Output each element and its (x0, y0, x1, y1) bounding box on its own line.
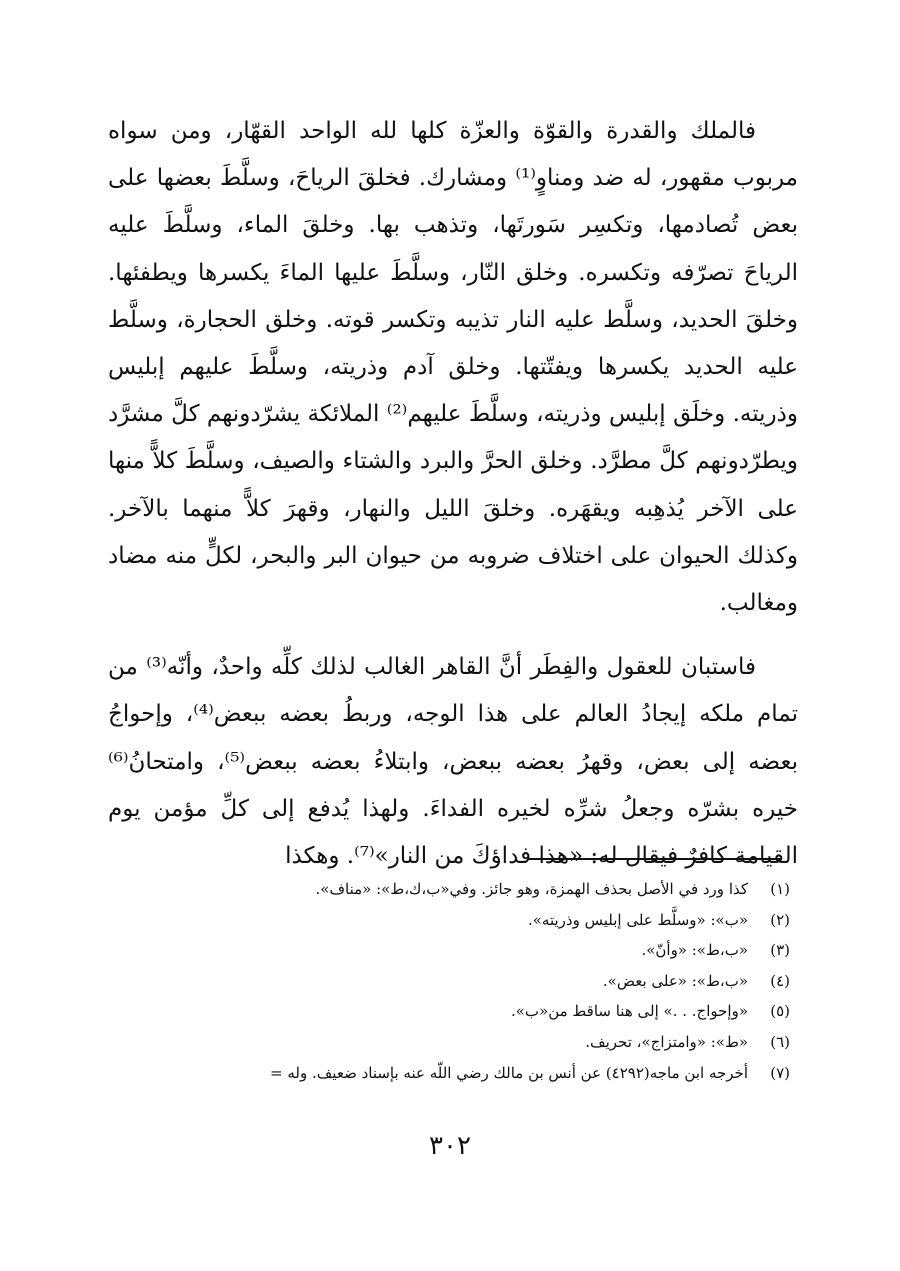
footnote-4 (100, 966, 790, 997)
footnote-5 (100, 996, 790, 1027)
footnote-number: (٤) (770, 971, 790, 990)
footnote-number: (١) (770, 880, 790, 898)
footnote-2 (100, 905, 790, 936)
footnote-text: «وإحواج. . .» إلى هنا ساقط من«ب». (510, 1002, 748, 1021)
footnote-6 (100, 1027, 790, 1058)
footnote-text: كذا ورد في الأصل بحذف الهمزة، وهو جائز. وفي«ب،ك،ط»: «مناف». (315, 880, 748, 898)
footnote-3 (100, 935, 790, 966)
footnote-number: (٦) (770, 1032, 790, 1051)
page-number: ٣٠٢ (429, 1131, 471, 1161)
paragraph-1: فالملك والقدرة والقوّة والعزّة كلها لله الواحد القهّار، ومن سواه مربوب مقهور، له ضد ومناوٍ⁽¹⁾ ومشارك. فخلقَ الرياحَ، وسلَّطَ بعضها على بعض تُصادمها، وتكسِر سَورتَها، وتذهب بها. وخلقَ الماء، وسلَّطَ عليه الرياحَ تصرّفه وتكسره. وخلق النّار، وسلَّطَ عليها الماءَ يكسرها ويطفئها. وخلقَ الحديد، وسلَّط عليه النار تذيبه وتكسر قوته. وخلق الحجارة، وسلَّط عليه الحديد يكسرها ويفتّتها. وخلق آدم وذريته، وسلَّطَ عليهم إبليس وذريته. وخلَق إبليس وذريته، وسلَّطَ عليهم⁽²⁾ الملائكة يشرّدونهم كلَّ مشرَّد ويطرّدونهم كلَّ مطرَّد. وخلق الحرَّ والبرد والشتاء والصيف، وسلَّطَ كلاًّ منها على الآخر يُذهِبه ويقهَره. وخلقَ الليل والنهار، وقهرَ كلاًّ منهما بالآخر. وكذلك الحيوان على اختلاف ضروبه من حيوان البر والبحر، لكلٍّ منه مضاد ومغالب. (108, 118, 799, 617)
footnote-number: (٧) (770, 1063, 790, 1082)
footnote-separator (528, 858, 780, 860)
footnote-text: «ط»: «وامتزاج»، تحريف. (585, 1032, 748, 1051)
footnote-number: (٣) (770, 941, 790, 960)
footnote-number: (٢) (770, 910, 790, 929)
footnote-number: (٥) (770, 1002, 790, 1021)
footnote-text: أخرجه ابن ماجه(٤٢٩٢) عن أنس بن مالك رضي اللّه عنه بإسناد ضعيف. وله = (270, 1063, 748, 1082)
footnote-text: «ب»: «وسلَّط على إبليس وذريته». (527, 910, 748, 929)
body-text (108, 108, 798, 880)
footnotes (100, 874, 790, 1088)
footnote-1 (100, 874, 790, 905)
paragraph-2: فاستبان للعقول والفِطَر أنَّ القاهر الغالب لذلك كلِّه واحدٌ، وأنّه⁽³⁾ من تمام ملكه إيجادُ العالم على هذا الوجه، وربطُ بعضه ببعض⁽⁴⁾، وإحواجُ بعضه إلى بعض، وقهرُ بعضه ببعض، وابتلاءُ بعضه ببعض⁽⁵⁾، وامتحانُ⁽⁶⁾ خيره بشرّه وجعلُ شرِّه لخيره الفداءَ. ولهذا يُدفع إلى كلِّ مؤمن يوم القيامة كافرٌ فيقال له: «هذا فداؤكَ من النار»⁽⁷⁾. وهكذا (108, 654, 799, 870)
footnote-7 (100, 1058, 790, 1089)
footnote-text: «ب،ط»: «وأنّ». (641, 941, 748, 960)
footnote-text: «ب،ط»: «على بعض». (602, 971, 748, 990)
